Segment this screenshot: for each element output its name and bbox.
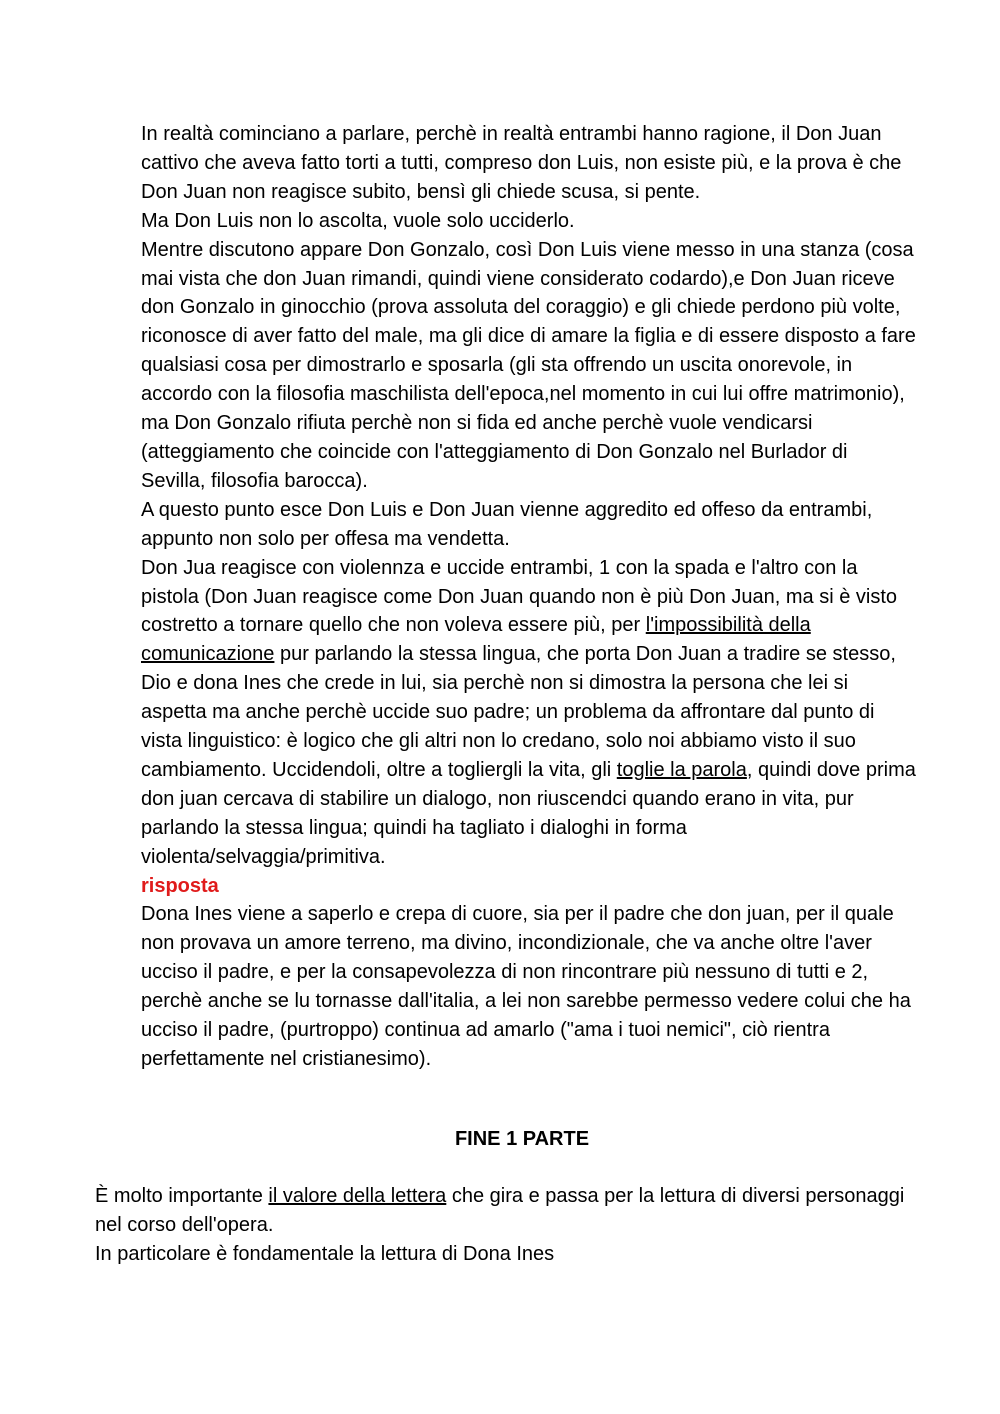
closing-paragraph: [95, 1182, 915, 1240]
paragraph: Mentre discutono appare Don Gonzalo, così Don Luis viene messo in una stanza (cosa mai vista che don Juan rimandi, quindi viene considerato codardo),e Don Juan riceve don Gonzalo in ginocchio (prova assoluta del coraggio) e gli chiede perdono più volte, riconosce di aver fatto del male, ma gli dice di amare la figlia e di essere disposto a fare qualsiasi cosa per dimostrarlo e sposarla (gli sta offrendo un uscita onorevole, in accordo con la filosofia maschilista dell'epoca,nel momento in cui lui offre matrimonio), ma Don Gonzalo rifiuta perchè non si fida ed anche perchè vuole vendicarsi (atteggiamento che coincide con l'atteggiamento di Don Gonzalo nel Burlador di Sevilla, filosofia barocca).: [141, 238, 916, 492]
paragraph: Ma Don Luis non lo ascolta, vuole solo ucciderlo.: [141, 209, 575, 232]
paragraph-text: pur parlando la stessa lingua, che porta Don Juan a tradire se stesso, Dio e dona Ines che crede in lui, sia perchè non si dimostra la persona che lei si aspetta ma anche perchè uccide suo padre; un problema da affrontare dal punto di vista linguistico: è logico che gli altri non lo credano, solo noi abbiamo visto il suo cambiamento. Uccidendoli, oltre a togliergli la vita, gli: [141, 643, 896, 781]
paragraph: A questo punto esce Don Luis e Don Juan vienne aggredito ed offeso da entrambi, appunto non solo per offesa ma vendetta.: [141, 498, 873, 550]
closing-text-block: [95, 1182, 915, 1269]
answer-paragraph: Dona Ines viene a saperlo e crepa di cuore, sia per il padre che don juan, per il quale non provava un amore terreno, ma divino, incondizionale, che va anche oltre l'aver ucciso il padre, e per la consapevolezza di non rincontrare più nessuno di tutti e 2, perchè anche se lu tornasse dall'italia, a lei non sarebbe permesso vedere colui che ha ucciso il padre, (purtroppo) continua ad amarlo ("ama i tuoi nemici", ciò rientra perfettamente nel cristianesimo).: [141, 903, 911, 1070]
paragraph-text: , quindi dove prima don juan cercava di stabilire un dialogo, non riuscendci quando erano in vita, pur parlando la stessa lingua; quindi ha tagliato i dialoghi in forma violenta/selvaggia/primitiva.: [141, 758, 916, 868]
underlined-phrase: toglie la parola: [616, 758, 747, 781]
closing-line: In particolare è fondamentale la lettura di Dona Ines: [95, 1242, 555, 1265]
paragraph-with-underlines: [141, 554, 916, 872]
underlined-phrase: l'impossibilità della comunicazione: [141, 614, 811, 666]
paragraph: In realtà cominciano a parlare, perchè in realtà entrambi hanno ragione, il Don Juan cattivo che aveva fatto torti a tutti, compreso don Luis, non esiste più, e la prova è che Don Juan non reagisce subito, bensì gli chiede scusa, si pente.: [141, 123, 902, 203]
paragraph-text: È molto importante: [95, 1185, 269, 1207]
answer-label: risposta: [141, 874, 219, 897]
paragraph-text: Don Jua reagisce con violennza e uccide entrambi, 1 con la spada e l'altro con la pistola (Don Juan reagisce come Don Juan quando non è più Don Juan, ma si è visto costretto a tornare quello che non voleva essere più, per: [141, 556, 898, 637]
underlined-phrase: il valore della lettera: [268, 1185, 447, 1207]
section-heading: FINE 1 PARTE: [454, 1128, 590, 1150]
indented-text-block: [141, 120, 916, 1074]
paragraph-text: che gira e passa per la lettura di diversi personaggi nel corso dell'opera.: [95, 1185, 905, 1236]
